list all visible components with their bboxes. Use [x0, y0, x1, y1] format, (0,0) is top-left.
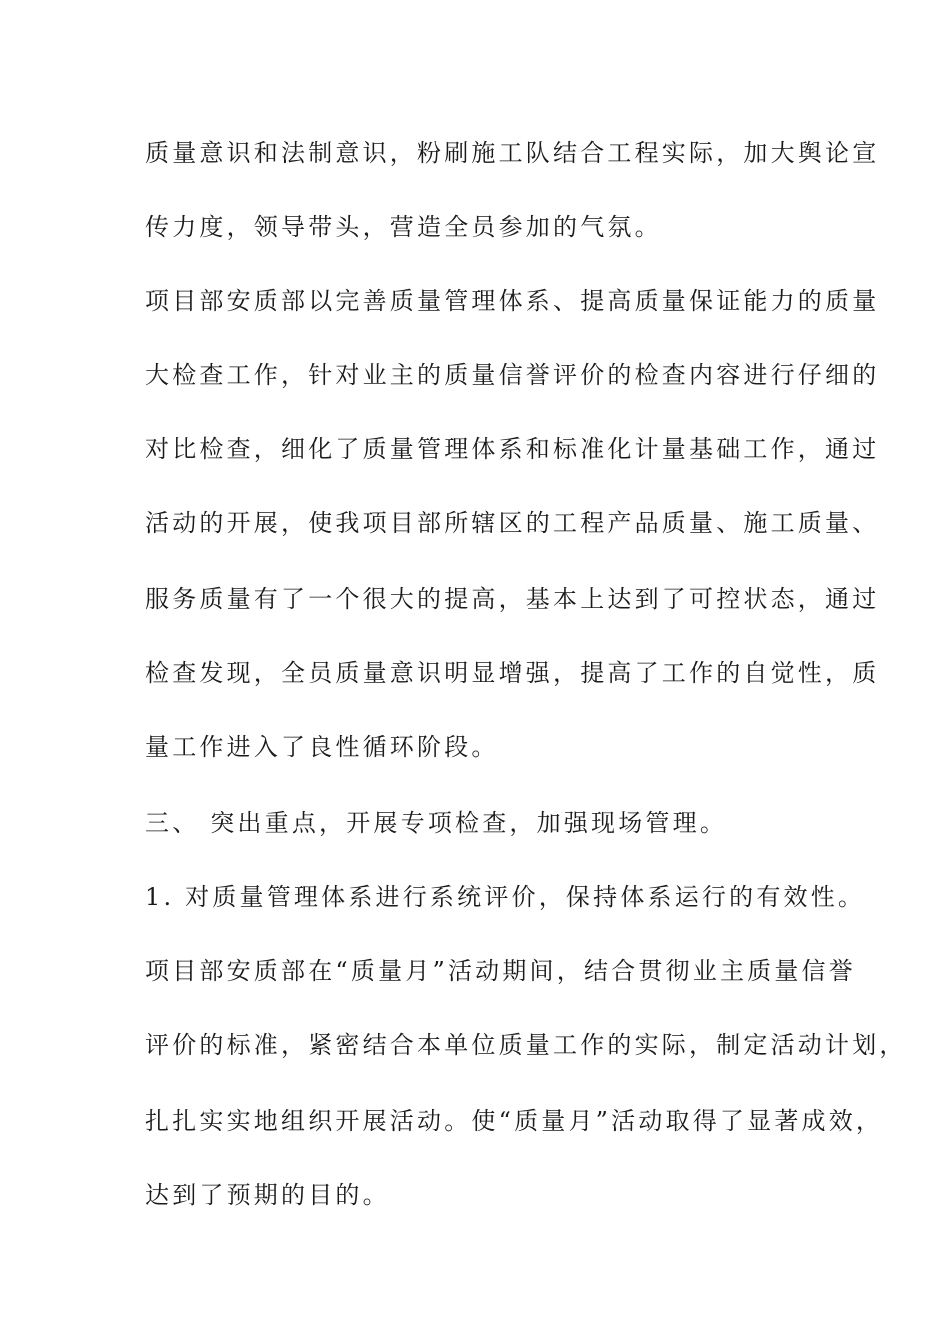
- subsection-heading: 1. 对质量管理体系进行系统评价，保持体系运行的有效性。: [145, 883, 866, 911]
- section-heading: 三、 突出重点，开展专项检查，加强现场管理。: [145, 809, 728, 837]
- text-line: 活动的开展，使我项目部所辖区的工程产品质量、施工质量、: [145, 509, 880, 537]
- text-line: 质量意识和法制意识，粉刷施工队结合工程实际，加大舆论宣: [145, 139, 880, 167]
- text-line: 传力度，领导带头，营造全员参加的气氛。: [145, 213, 662, 241]
- text-line: 评价的标准，紧密结合本单位质量工作的实际，制定活动计划，: [145, 1031, 907, 1059]
- text-line: 量工作进入了良性循环阶段。: [145, 733, 499, 761]
- text-line: 大检查工作，针对业主的质量信誉评价的检查内容进行仔细的: [145, 361, 880, 389]
- text-line: 项目部安质部在“质量月”活动期间，结合贯彻业主质量信誉: [145, 957, 856, 985]
- text-line: 达到了预期的目的。: [145, 1181, 390, 1209]
- text-line: 服务质量有了一个很大的提高，基本上达到了可控状态，通过: [145, 585, 880, 613]
- text-line: 扎扎实实地组织开展活动。使“质量月”活动取得了显著成效，: [145, 1107, 884, 1135]
- text-line: 检查发现，全员质量意识明显增强，提高了工作的自觉性，质: [145, 659, 880, 687]
- text-line: 项目部安质部以完善质量管理体系、提高质量保证能力的质量: [145, 287, 880, 315]
- text-line: 对比检查，细化了质量管理体系和标准化计量基础工作，通过: [145, 435, 880, 463]
